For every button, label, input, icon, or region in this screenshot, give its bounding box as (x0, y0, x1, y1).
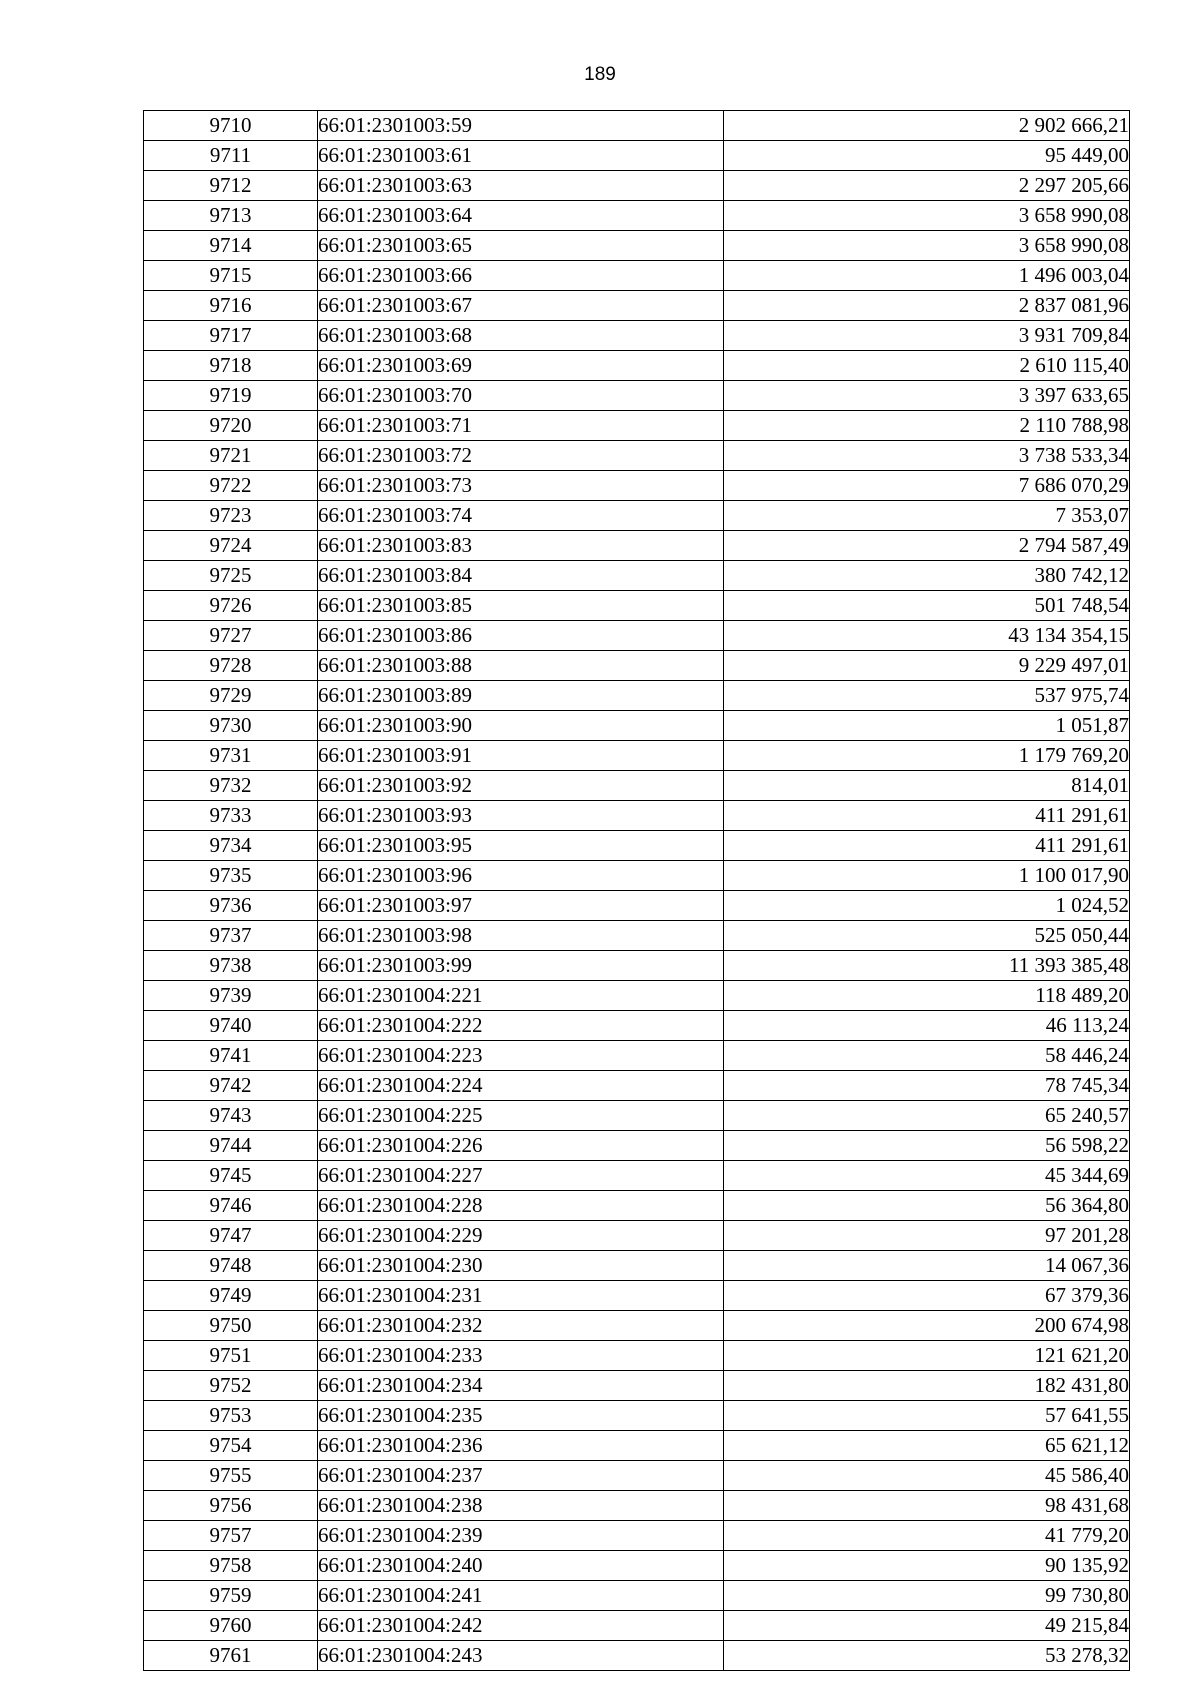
page-number: 189 (584, 64, 616, 85)
cadastral-value-cell: 121 621,20 (724, 1341, 1130, 1371)
cadastral-number-cell: 66:01:2301003:91 (318, 741, 724, 771)
cadastral-value-cell: 97 201,28 (724, 1221, 1130, 1251)
row-number-cell: 9719 (144, 381, 318, 411)
cadastral-number-cell: 66:01:2301004:234 (318, 1371, 724, 1401)
row-number-cell: 9760 (144, 1611, 318, 1641)
table-row (144, 1521, 1130, 1551)
table-row (144, 1311, 1130, 1341)
cadastral-value-cell: 46 113,24 (724, 1011, 1130, 1041)
cadastral-value-cell: 3 738 533,34 (724, 441, 1130, 471)
cadastral-number-cell: 66:01:2301003:99 (318, 951, 724, 981)
table-row (144, 501, 1130, 531)
cadastral-number-cell: 66:01:2301003:59 (318, 111, 724, 141)
row-number-cell: 9716 (144, 291, 318, 321)
row-number-cell: 9733 (144, 801, 318, 831)
row-number-cell: 9749 (144, 1281, 318, 1311)
cadastral-number-cell: 66:01:2301004:231 (318, 1281, 724, 1311)
table-row (144, 651, 1130, 681)
table-row (144, 681, 1130, 711)
cadastral-value-cell: 45 586,40 (724, 1461, 1130, 1491)
cadastral-number-cell: 66:01:2301003:96 (318, 861, 724, 891)
table-row (144, 111, 1130, 141)
row-number-cell: 9732 (144, 771, 318, 801)
cadastral-number-cell: 66:01:2301004:242 (318, 1611, 724, 1641)
table-row (144, 1161, 1130, 1191)
cadastral-number-cell: 66:01:2301003:72 (318, 441, 724, 471)
row-number-cell: 9751 (144, 1341, 318, 1371)
cadastral-number-cell: 66:01:2301003:84 (318, 561, 724, 591)
row-number-cell: 9712 (144, 171, 318, 201)
cadastral-number-cell: 66:01:2301004:225 (318, 1101, 724, 1131)
row-number-cell: 9721 (144, 441, 318, 471)
cadastral-number-cell: 66:01:2301003:97 (318, 891, 724, 921)
row-number-cell: 9759 (144, 1581, 318, 1611)
table-row (144, 831, 1130, 861)
table-row (144, 951, 1130, 981)
table-row (144, 441, 1130, 471)
cadastral-value-cell: 525 050,44 (724, 921, 1130, 951)
row-number-cell: 9750 (144, 1311, 318, 1341)
table-row (144, 801, 1130, 831)
cadastral-number-cell: 66:01:2301004:227 (318, 1161, 724, 1191)
table-row (144, 231, 1130, 261)
table-row (144, 621, 1130, 651)
cadastral-value-cell: 118 489,20 (724, 981, 1130, 1011)
table-row (144, 261, 1130, 291)
row-number-cell: 9735 (144, 861, 318, 891)
table-row (144, 1011, 1130, 1041)
cadastral-number-cell: 66:01:2301003:89 (318, 681, 724, 711)
cadastral-number-cell: 66:01:2301003:92 (318, 771, 724, 801)
row-number-cell: 9761 (144, 1641, 318, 1671)
table-row (144, 1491, 1130, 1521)
row-number-cell: 9744 (144, 1131, 318, 1161)
cadastral-number-cell: 66:01:2301003:90 (318, 711, 724, 741)
row-number-cell: 9745 (144, 1161, 318, 1191)
cadastral-value-cell: 90 135,92 (724, 1551, 1130, 1581)
row-number-cell: 9742 (144, 1071, 318, 1101)
cadastral-number-cell: 66:01:2301004:238 (318, 1491, 724, 1521)
row-number-cell: 9756 (144, 1491, 318, 1521)
cadastral-number-cell: 66:01:2301004:222 (318, 1011, 724, 1041)
cadastral-value-cell: 53 278,32 (724, 1641, 1130, 1671)
cadastral-number-cell: 66:01:2301004:236 (318, 1431, 724, 1461)
row-number-cell: 9710 (144, 111, 318, 141)
table-row (144, 1191, 1130, 1221)
table-row (144, 861, 1130, 891)
cadastral-value-cell: 380 742,12 (724, 561, 1130, 591)
table-row (144, 1251, 1130, 1281)
cadastral-value-cell: 58 446,24 (724, 1041, 1130, 1071)
cadastral-number-cell: 66:01:2301003:74 (318, 501, 724, 531)
row-number-cell: 9713 (144, 201, 318, 231)
cadastral-value-cell: 814,01 (724, 771, 1130, 801)
row-number-cell: 9738 (144, 951, 318, 981)
row-number-cell: 9731 (144, 741, 318, 771)
cadastral-value-cell: 65 240,57 (724, 1101, 1130, 1131)
row-number-cell: 9741 (144, 1041, 318, 1071)
row-number-cell: 9739 (144, 981, 318, 1011)
cadastral-value-cell: 7 686 070,29 (724, 471, 1130, 501)
cadastral-value-cell: 2 110 788,98 (724, 411, 1130, 441)
cadastral-number-cell: 66:01:2301004:230 (318, 1251, 724, 1281)
table-row (144, 891, 1130, 921)
table-row (144, 141, 1130, 171)
cadastral-value-cell: 49 215,84 (724, 1611, 1130, 1641)
table-row (144, 1641, 1130, 1671)
cadastral-value-cell: 98 431,68 (724, 1491, 1130, 1521)
table-row (144, 1071, 1130, 1101)
cadastral-value-cell: 78 745,34 (724, 1071, 1130, 1101)
cadastral-number-cell: 66:01:2301003:67 (318, 291, 724, 321)
table-row (144, 1041, 1130, 1071)
cadastral-value-cell: 2 837 081,96 (724, 291, 1130, 321)
table-row (144, 1371, 1130, 1401)
row-number-cell: 9743 (144, 1101, 318, 1131)
cadastral-value-cell: 45 344,69 (724, 1161, 1130, 1191)
cadastral-number-cell: 66:01:2301003:65 (318, 231, 724, 261)
cadastral-number-cell: 66:01:2301004:240 (318, 1551, 724, 1581)
table-row (144, 291, 1130, 321)
cadastral-number-cell: 66:01:2301004:232 (318, 1311, 724, 1341)
row-number-cell: 9720 (144, 411, 318, 441)
row-number-cell: 9740 (144, 1011, 318, 1041)
table-row (144, 1131, 1130, 1161)
table-row (144, 411, 1130, 441)
cadastral-value-cell: 1 496 003,04 (724, 261, 1130, 291)
cadastral-number-cell: 66:01:2301003:71 (318, 411, 724, 441)
table-row (144, 1431, 1130, 1461)
row-number-cell: 9718 (144, 351, 318, 381)
cadastral-value-cell: 1 024,52 (724, 891, 1130, 921)
table-row (144, 531, 1130, 561)
cadastral-number-cell: 66:01:2301003:85 (318, 591, 724, 621)
cadastral-value-cell: 56 598,22 (724, 1131, 1130, 1161)
cadastral-number-cell: 66:01:2301003:86 (318, 621, 724, 651)
table-row (144, 1461, 1130, 1491)
row-number-cell: 9724 (144, 531, 318, 561)
row-number-cell: 9723 (144, 501, 318, 531)
cadastral-number-cell: 66:01:2301004:221 (318, 981, 724, 1011)
cadastral-number-cell: 66:01:2301003:88 (318, 651, 724, 681)
table-row (144, 1611, 1130, 1641)
cadastral-number-cell: 66:01:2301004:229 (318, 1221, 724, 1251)
cadastral-number-cell: 66:01:2301003:68 (318, 321, 724, 351)
row-number-cell: 9737 (144, 921, 318, 951)
cadastral-number-cell: 66:01:2301003:66 (318, 261, 724, 291)
row-number-cell: 9717 (144, 321, 318, 351)
row-number-cell: 9753 (144, 1401, 318, 1431)
table-row (144, 1581, 1130, 1611)
row-number-cell: 9734 (144, 831, 318, 861)
table-row (144, 351, 1130, 381)
cadastral-value-cell: 2 610 115,40 (724, 351, 1130, 381)
row-number-cell: 9747 (144, 1221, 318, 1251)
cadastral-value-cell: 65 621,12 (724, 1431, 1130, 1461)
table-row (144, 981, 1130, 1011)
cadastral-value-cell: 1 100 017,90 (724, 861, 1130, 891)
cadastral-number-cell: 66:01:2301004:226 (318, 1131, 724, 1161)
row-number-cell: 9752 (144, 1371, 318, 1401)
cadastral-value-cell: 95 449,00 (724, 141, 1130, 171)
cadastral-number-cell: 66:01:2301004:241 (318, 1581, 724, 1611)
row-number-cell: 9711 (144, 141, 318, 171)
table-row (144, 1221, 1130, 1251)
cadastral-number-cell: 66:01:2301004:233 (318, 1341, 724, 1371)
row-number-cell: 9746 (144, 1191, 318, 1221)
table-row (144, 1281, 1130, 1311)
cadastral-value-cell: 56 364,80 (724, 1191, 1130, 1221)
cadastral-number-cell: 66:01:2301004:243 (318, 1641, 724, 1671)
row-number-cell: 9728 (144, 651, 318, 681)
cadastral-value-cell: 200 674,98 (724, 1311, 1130, 1341)
cadastral-value-cell: 57 641,55 (724, 1401, 1130, 1431)
table-row (144, 381, 1130, 411)
cadastral-value-cell: 11 393 385,48 (724, 951, 1130, 981)
row-number-cell: 9725 (144, 561, 318, 591)
table-row (144, 321, 1130, 351)
row-number-cell: 9736 (144, 891, 318, 921)
row-number-cell: 9722 (144, 471, 318, 501)
cadastral-number-cell: 66:01:2301004:224 (318, 1071, 724, 1101)
cadastral-value-cell: 2 902 666,21 (724, 111, 1130, 141)
cadastral-number-cell: 66:01:2301003:83 (318, 531, 724, 561)
table-body (144, 111, 1130, 1671)
cadastral-number-cell: 66:01:2301003:64 (318, 201, 724, 231)
cadastral-value-cell: 1 051,87 (724, 711, 1130, 741)
cadastral-value-cell: 99 730,80 (724, 1581, 1130, 1611)
cadastral-number-cell: 66:01:2301003:98 (318, 921, 724, 951)
row-number-cell: 9748 (144, 1251, 318, 1281)
table-row (144, 471, 1130, 501)
cadastral-value-cell: 43 134 354,15 (724, 621, 1130, 651)
row-number-cell: 9730 (144, 711, 318, 741)
cadastral-number-cell: 66:01:2301003:93 (318, 801, 724, 831)
cadastral-number-cell: 66:01:2301003:73 (318, 471, 724, 501)
cadastral-value-cell: 41 779,20 (724, 1521, 1130, 1551)
table-row (144, 1341, 1130, 1371)
table-row (144, 561, 1130, 591)
row-number-cell: 9729 (144, 681, 318, 711)
cadastral-number-cell: 66:01:2301004:223 (318, 1041, 724, 1071)
cadastral-value-cell: 2 794 587,49 (724, 531, 1130, 561)
table-row (144, 1401, 1130, 1431)
cadastral-value-cell: 1 179 769,20 (724, 741, 1130, 771)
cadastral-number-cell: 66:01:2301003:95 (318, 831, 724, 861)
cadastral-number-cell: 66:01:2301004:237 (318, 1461, 724, 1491)
row-number-cell: 9727 (144, 621, 318, 651)
cadastral-value-cell: 3 397 633,65 (724, 381, 1130, 411)
row-number-cell: 9757 (144, 1521, 318, 1551)
cadastral-number-cell: 66:01:2301004:239 (318, 1521, 724, 1551)
table-row (144, 1101, 1130, 1131)
row-number-cell: 9758 (144, 1551, 318, 1581)
cadastral-number-cell: 66:01:2301003:70 (318, 381, 724, 411)
cadastral-value-cell: 14 067,36 (724, 1251, 1130, 1281)
cadastral-number-cell: 66:01:2301003:63 (318, 171, 724, 201)
cadastral-value-cell: 501 748,54 (724, 591, 1130, 621)
table-row (144, 771, 1130, 801)
cadastral-value-cell: 67 379,36 (724, 1281, 1130, 1311)
table-row (144, 921, 1130, 951)
cadastral-value-cell: 2 297 205,66 (724, 171, 1130, 201)
table-row (144, 741, 1130, 771)
cadastral-number-cell: 66:01:2301004:235 (318, 1401, 724, 1431)
row-number-cell: 9754 (144, 1431, 318, 1461)
row-number-cell: 9715 (144, 261, 318, 291)
cadastral-number-cell: 66:01:2301004:228 (318, 1191, 724, 1221)
row-number-cell: 9714 (144, 231, 318, 261)
table-row (144, 201, 1130, 231)
table-row (144, 711, 1130, 741)
table-row (144, 1551, 1130, 1581)
row-number-cell: 9755 (144, 1461, 318, 1491)
cadastral-value-cell: 3 931 709,84 (724, 321, 1130, 351)
cadastral-value-cell: 411 291,61 (724, 831, 1130, 861)
cadastral-value-cell: 182 431,80 (724, 1371, 1130, 1401)
cadastral-number-cell: 66:01:2301003:69 (318, 351, 724, 381)
cadastral-value-cell: 537 975,74 (724, 681, 1130, 711)
cadastral-value-cell: 3 658 990,08 (724, 201, 1130, 231)
cadastral-value-cell: 411 291,61 (724, 801, 1130, 831)
cadastral-value-cell: 9 229 497,01 (724, 651, 1130, 681)
table-row (144, 591, 1130, 621)
cadastral-value-cell: 3 658 990,08 (724, 231, 1130, 261)
table-row (144, 171, 1130, 201)
row-number-cell: 9726 (144, 591, 318, 621)
cadastral-value-cell: 7 353,07 (724, 501, 1130, 531)
cadastral-value-table (143, 110, 1130, 1671)
cadastral-number-cell: 66:01:2301003:61 (318, 141, 724, 171)
